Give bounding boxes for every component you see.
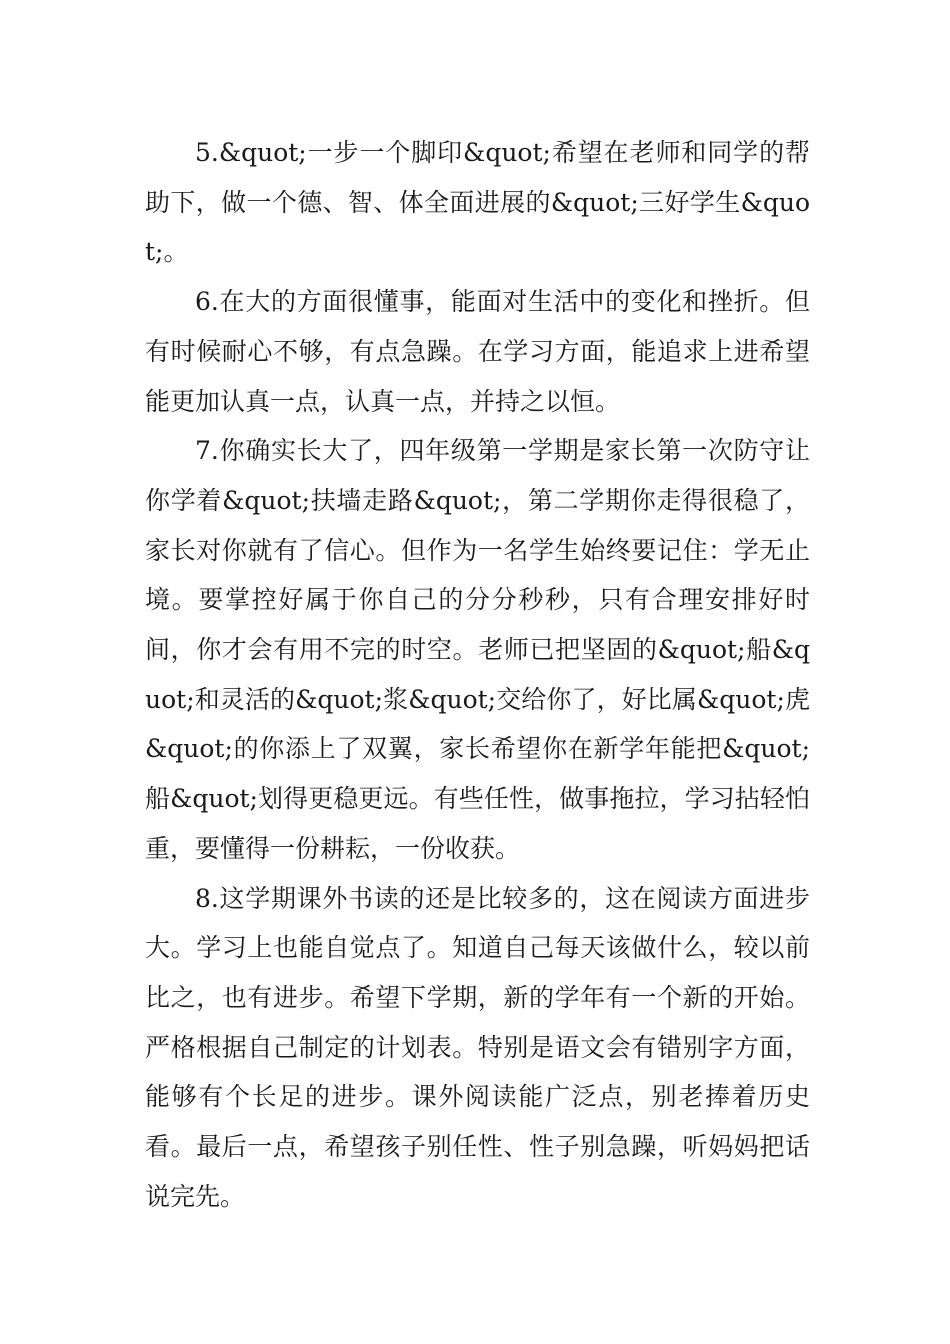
paragraph-5: 5.&quot;一步一个脚印&quot;希望在老师和同学的帮助下，做一个德、智、体全面进展的&quot;三好学生&quot;。	[145, 138, 810, 267]
paragraph-8: 8.这学期课外书读的还是比较多的，这在阅读方面进步大。学习上也能自觉点了。知道自己每天该做什么，较以前比之，也有进步。希望下学期，新的学年有一个新的开始。严格根据自己制定的计划表。特别是语文会有错别字方面，能够有个长足的进步。课外阅读能广泛点，别老捧着历史看。最后一点，希望孩子别任性、性子别急躁，听妈妈把话说完先。	[145, 883, 810, 1211]
paragraph-6: 6.在大的方面很懂事，能面对生活中的变化和挫折。但有时候耐心不够，有点急躁。在学习方面，能追求上进希望能更加认真一点，认真一点，并持之以恒。	[145, 287, 810, 416]
document-body	[145, 128, 810, 1221]
paragraph-7: 7.你确实长大了，四年级第一学期是家长第一次防守让你学着&quot;扶墙走路&quot;，第二学期你走得很稳了，家长对你就有了信心。但作为一名学生始终要记住：学无止境。要掌控好属于你自己的分分秒秒，只有合理安排好时间，你才会有用不完的时空。老师已把坚固的&quot;船&quot;和灵活的&quot;浆&quot;交给你了，好比属&quot;虎&quot;的你添上了双翼，家长希望你在新学年能把&quot;船&quot;划得更稳更远。有些任性，做事拖拉，学习拈轻怕重，要懂得一份耕耘，一份收获。	[145, 436, 810, 863]
